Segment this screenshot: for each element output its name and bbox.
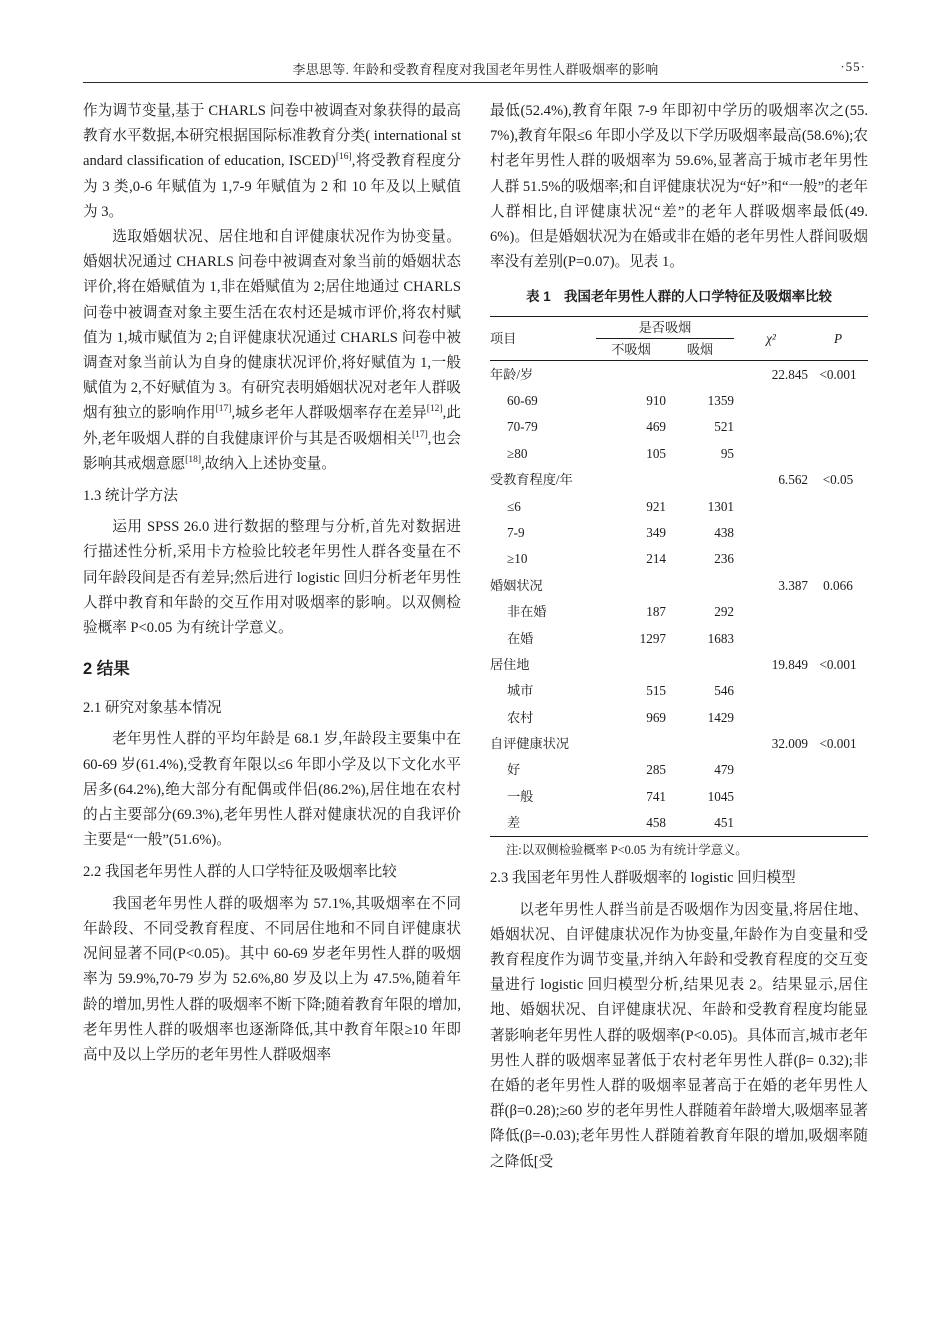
table-note: 注:以双侧检验概率 P<0.05 为有统计学意义。	[506, 843, 748, 858]
table-row: 好 285 479	[507, 762, 734, 778]
paragraph-text: ,将受教育程度分为 3 类,0-6 年赋值为 1,7-9 年赋值为 2 和 10 年及以上赋值为 3。	[83, 153, 461, 220]
citation-ref: [17]	[215, 404, 232, 415]
paragraph: 以老年男性人群当前是否吸烟作为因变量,将居住地、婚姻状况、自评健康状况作为协变量,年龄作为自变量和受教育程度作为调节变量,并纳入年龄和受教育程度的交互变量进行 logistic 回归模型分析,结果见表 2。结果显示,居住地、婚姻状况、自评健康状况、年龄和受教育程度均能显著影响老年男性人群的吸烟率(P<0.05)。具体而言,城市老年男性人群的吸烟率显著低于农村老年男性人群(β= 0.32);非在婚的老年男性人群的吸烟率显著高于在婚的老年男性人群(β=0.28);≥60 岁的老年男性人群随着年龄增大,吸烟率显著降低(β=-0.03);老年男性人群随着教育年限的增加,吸烟率随之降低[受	[490, 901, 868, 1170]
table-row: 城市 515 546	[507, 683, 734, 699]
left-column	[83, 99, 461, 1304]
table-row: 年龄/岁 22.845 <0.001	[490, 366, 857, 382]
column-header-smoker: 吸烟	[686, 341, 714, 357]
paragraph-text: 作为调节变量,基于 CHARLS 问卷中被调查对象获得的最高教育水平数据,本研究根据国际标准教育分类( international standard classification of education, ISCED)	[83, 103, 461, 170]
column-header-non-smoker: 不吸烟	[611, 341, 651, 357]
running-title: 李思思等. 年龄和受教育程度对我国老年男性人群吸烟率的影响	[292, 62, 659, 77]
table-row: 自评健康状况 32.009 <0.001	[490, 736, 857, 752]
citation-ref: [17]	[411, 429, 428, 440]
table-caption: 表 1 我国老年男性人群的人口学特征及吸烟率比较	[526, 289, 832, 305]
table-row: ≥10 214 236	[507, 551, 734, 567]
table-row: 7-9 349 438	[507, 524, 734, 540]
paragraph	[83, 99, 461, 225]
paragraph: 我国老年男性人群的吸烟率为 57.1%,其吸烟率在不同年龄段、不同受教育程度、不同居住地和不同自评健康状况间显著不同(P<0.05)。其中 60-69 岁老年男性人群的吸烟率为 59.9%,70-79 岁为 52.6%,80 岁及以上为 47.5%,随着年龄的增加,男性人群的吸烟率不断下降;随着教育年限的增加,老年男性人群的吸烟率也逐渐降低,其中教育年限≥10 年即高中及以上学历的老年男性人群吸烟率	[83, 895, 461, 1063]
table-row: 婚姻状况 3.387 0.066	[490, 577, 853, 593]
subsection-heading-1-3: 1.3 统计学方法	[83, 488, 178, 505]
page-body	[83, 99, 868, 1304]
table-row: 居住地 19.849 <0.001	[490, 656, 857, 672]
column-header-chi-square: χ²	[766, 330, 776, 346]
table-1	[490, 316, 868, 837]
paragraph	[83, 225, 461, 477]
table-row: ≥80 105 95	[507, 445, 734, 461]
paragraph-text: 选取婚姻状况、居住地和自评健康状况作为协变量。婚姻状况通过 CHARLS 问卷中被调查对象当前的婚姻状态评价,将在婚赋值为 1,非在婚赋值为 2;居住地通过 CHARLS 问卷中被调查对象主要生活在农村还是城市评价,将农村赋值为 1,城市赋值为 2;自评健康状况通过 CHARLS 问卷中被调查对象当前认为自身的健康状况评价,将好赋值为 1,一般赋值为 2,不好赋值为 3。有研究表明婚姻状况对老年人群吸烟有独立的影响作用	[83, 229, 461, 422]
table-row: 60-69 910 1359	[507, 393, 734, 408]
table-row: 70-79 469 521	[507, 419, 734, 435]
column-header-item: 项目	[490, 330, 517, 346]
paragraph-text: ,此外,老年吸烟人群的自我健康评价与其是否吸烟相关	[83, 405, 461, 447]
table-row: 受教育程度/年 6.562 <0.05	[490, 472, 854, 488]
paragraph: 老年男性人群的平均年龄是 68.1 岁,年龄段主要集中在 60-69 岁(61.4%),受教育年限以≤6 年即小学及以下文化水平居多(64.2%),绝大部分有配偶或伴侣(86.2%),居住地在农村的占主要部分(69.3%),老年男性人群对健康状况的自我评价主要是“一般”(51.6%)。	[83, 731, 461, 849]
table-row: 非在婚 187 292	[507, 604, 734, 620]
running-header	[83, 56, 868, 83]
column-header-p-value: P	[833, 330, 843, 346]
table-row: ≤6 921 1301	[507, 498, 734, 514]
citation-ref: [16]	[335, 152, 352, 163]
table-header-row	[490, 317, 868, 339]
section-heading-2: 2 结果	[83, 660, 130, 679]
table-row: 一般 741 1045	[507, 788, 734, 804]
table-body	[490, 361, 868, 837]
paragraph-text: ,故纳入上述协变量。	[201, 455, 336, 472]
page-number: ·55·	[840, 59, 866, 74]
subsection-heading-2-1: 2.1 研究对象基本情况	[83, 700, 222, 717]
table-row: 差 458 451	[507, 815, 734, 831]
table-header	[490, 317, 868, 361]
paragraph: 最低(52.4%),教育年限 7-9 年即初中学历的吸烟率次之(55.7%),教育年限≤6 年即小学及以下学历吸烟率最高(58.6%);农村老年男性人群的吸烟率为 59.6%,显著高于城市老年男性人群 51.5%的吸烟率;和自评健康状况为“好”和“一般”的老年人群相比,自评健康状况“差”的老年人群吸烟率最低(49.6%)。但是婚姻状况为在婚或非在婚的老年男性人群间吸烟率没有差别(P=0.07)。见表 1。	[490, 103, 868, 271]
subsection-heading-2-2: 2.2 我国老年男性人群的人口学特征及吸烟率比较	[83, 864, 397, 881]
table-row: 农村 969 1429	[507, 709, 734, 725]
paragraph: 运用 SPSS 26.0 进行数据的整理与分析,首先对数据进行描述性分析,采用卡方检验比较老年男性人群各变量在不同年龄段间是否有差异;然后进行 logistic 回归分析老年男性人群中教育和年龄的交互作用对吸烟率的影响。以双侧检验概率 P<0.05 为有统计学意义。	[83, 519, 461, 637]
table-row: 在婚 1297 1683	[507, 630, 734, 646]
right-column	[490, 99, 868, 1304]
paragraph-text: ,城乡老年人群吸烟率存在差异	[231, 405, 427, 422]
citation-ref: [18]	[185, 454, 201, 465]
subsection-heading-2-3: 2.3 我国老年男性人群吸烟率的 logistic 回归模型	[490, 870, 796, 887]
citation-ref: [12]	[426, 404, 443, 415]
column-header-smoking-group: 是否吸烟	[596, 317, 734, 339]
paragraph-text: ,也会影响其戒烟意愿	[83, 430, 462, 472]
